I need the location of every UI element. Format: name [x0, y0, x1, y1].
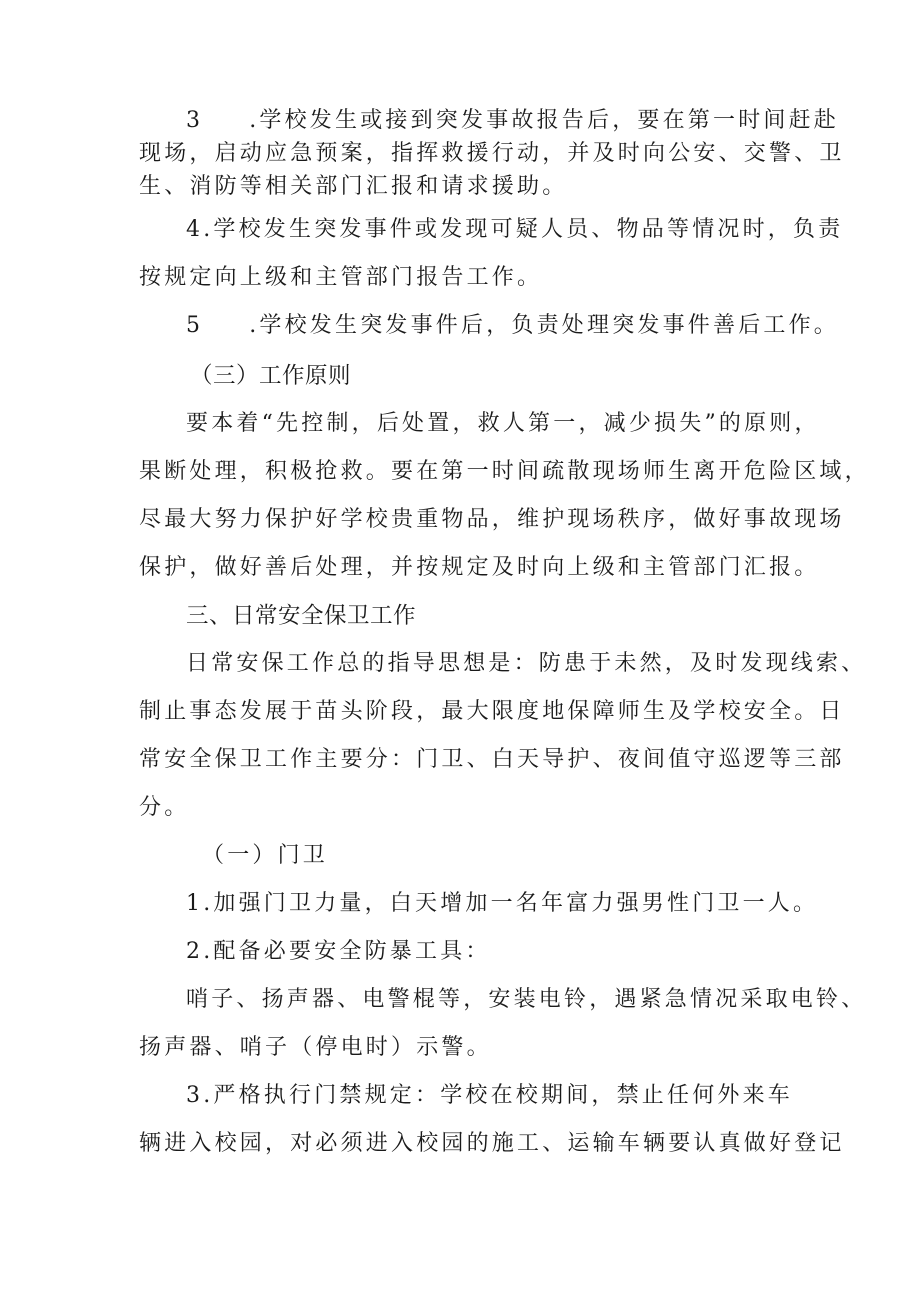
paragraph-line: 扬声器、哨子（停电时）示警。	[139, 1035, 492, 1060]
paragraph-line: 按规定向上级和主管部门报告工作。	[139, 265, 543, 290]
paragraph-line: 要本着“先控制，后处置，救人第一，减少损失”的原则，	[186, 411, 820, 436]
paragraph-line: 日常安保工作总的指导思想是：防患于未然，及时发现线索、	[186, 651, 867, 676]
subsection-heading: （一）门卫	[202, 843, 329, 868]
paragraph-line: 保护，做好善后处理，并按规定及时向上级和主管部门汇报。	[139, 555, 820, 580]
paragraph-line: 现场，启动应急预案，指挥救援行动，并及时向公安、交警、卫	[139, 141, 845, 166]
paragraph-line: 2.配备必要安全防暴工具：	[186, 939, 491, 964]
section-heading: （三）工作原则	[190, 363, 352, 389]
line-text: .学校发生突发事件后，负责处理突发事件善后工作。	[249, 313, 839, 338]
paragraph-line	[186, 311, 839, 341]
paragraph-line	[186, 106, 839, 136]
paragraph-line: 哨子、扬声器、电警棍等，安装电铃，遇紧急情况采取电铃、	[186, 987, 867, 1012]
line-text: .学校发生或接到突发事故报告后，要在第一时间赶赴	[249, 108, 839, 133]
paragraph-line: 1.加强门卫力量，白天增加一名年富力强男性门卫一人。	[186, 891, 819, 916]
list-number: 3	[186, 108, 204, 133]
paragraph-line: 4.学校发生突发事件或发现可疑人员、物品等情况时，负责	[186, 217, 844, 242]
paragraph-line: 辆进入校园，对必须进入校园的施工、运输车辆要认真做好登记	[139, 1131, 845, 1156]
paragraph-line: 果断处理，积极抢救。要在第一时间疏散现场师生离开危险区域，	[139, 459, 870, 484]
paragraph-line: 分。	[139, 795, 190, 820]
paragraph-line: 常安全保卫工作主要分：门卫、白天导护、夜间值守巡逻等三部	[139, 747, 845, 772]
paragraph-line: 制止事态发展于苗头阶段，最大限度地保障师生及学校安全。日	[139, 699, 845, 724]
paragraph-line: 3.严格执行门禁规定：学校在校期间，禁止任何外来车	[186, 1083, 793, 1108]
paragraph-line: 生、消防等相关部门汇报和请求援助。	[139, 174, 568, 199]
paragraph-line: 尽最大努力保护好学校贵重物品，维护现场秩序，做好事故现场	[139, 507, 845, 532]
chapter-heading: 三、日常安全保卫工作	[186, 603, 417, 629]
list-number: 5	[186, 313, 204, 338]
